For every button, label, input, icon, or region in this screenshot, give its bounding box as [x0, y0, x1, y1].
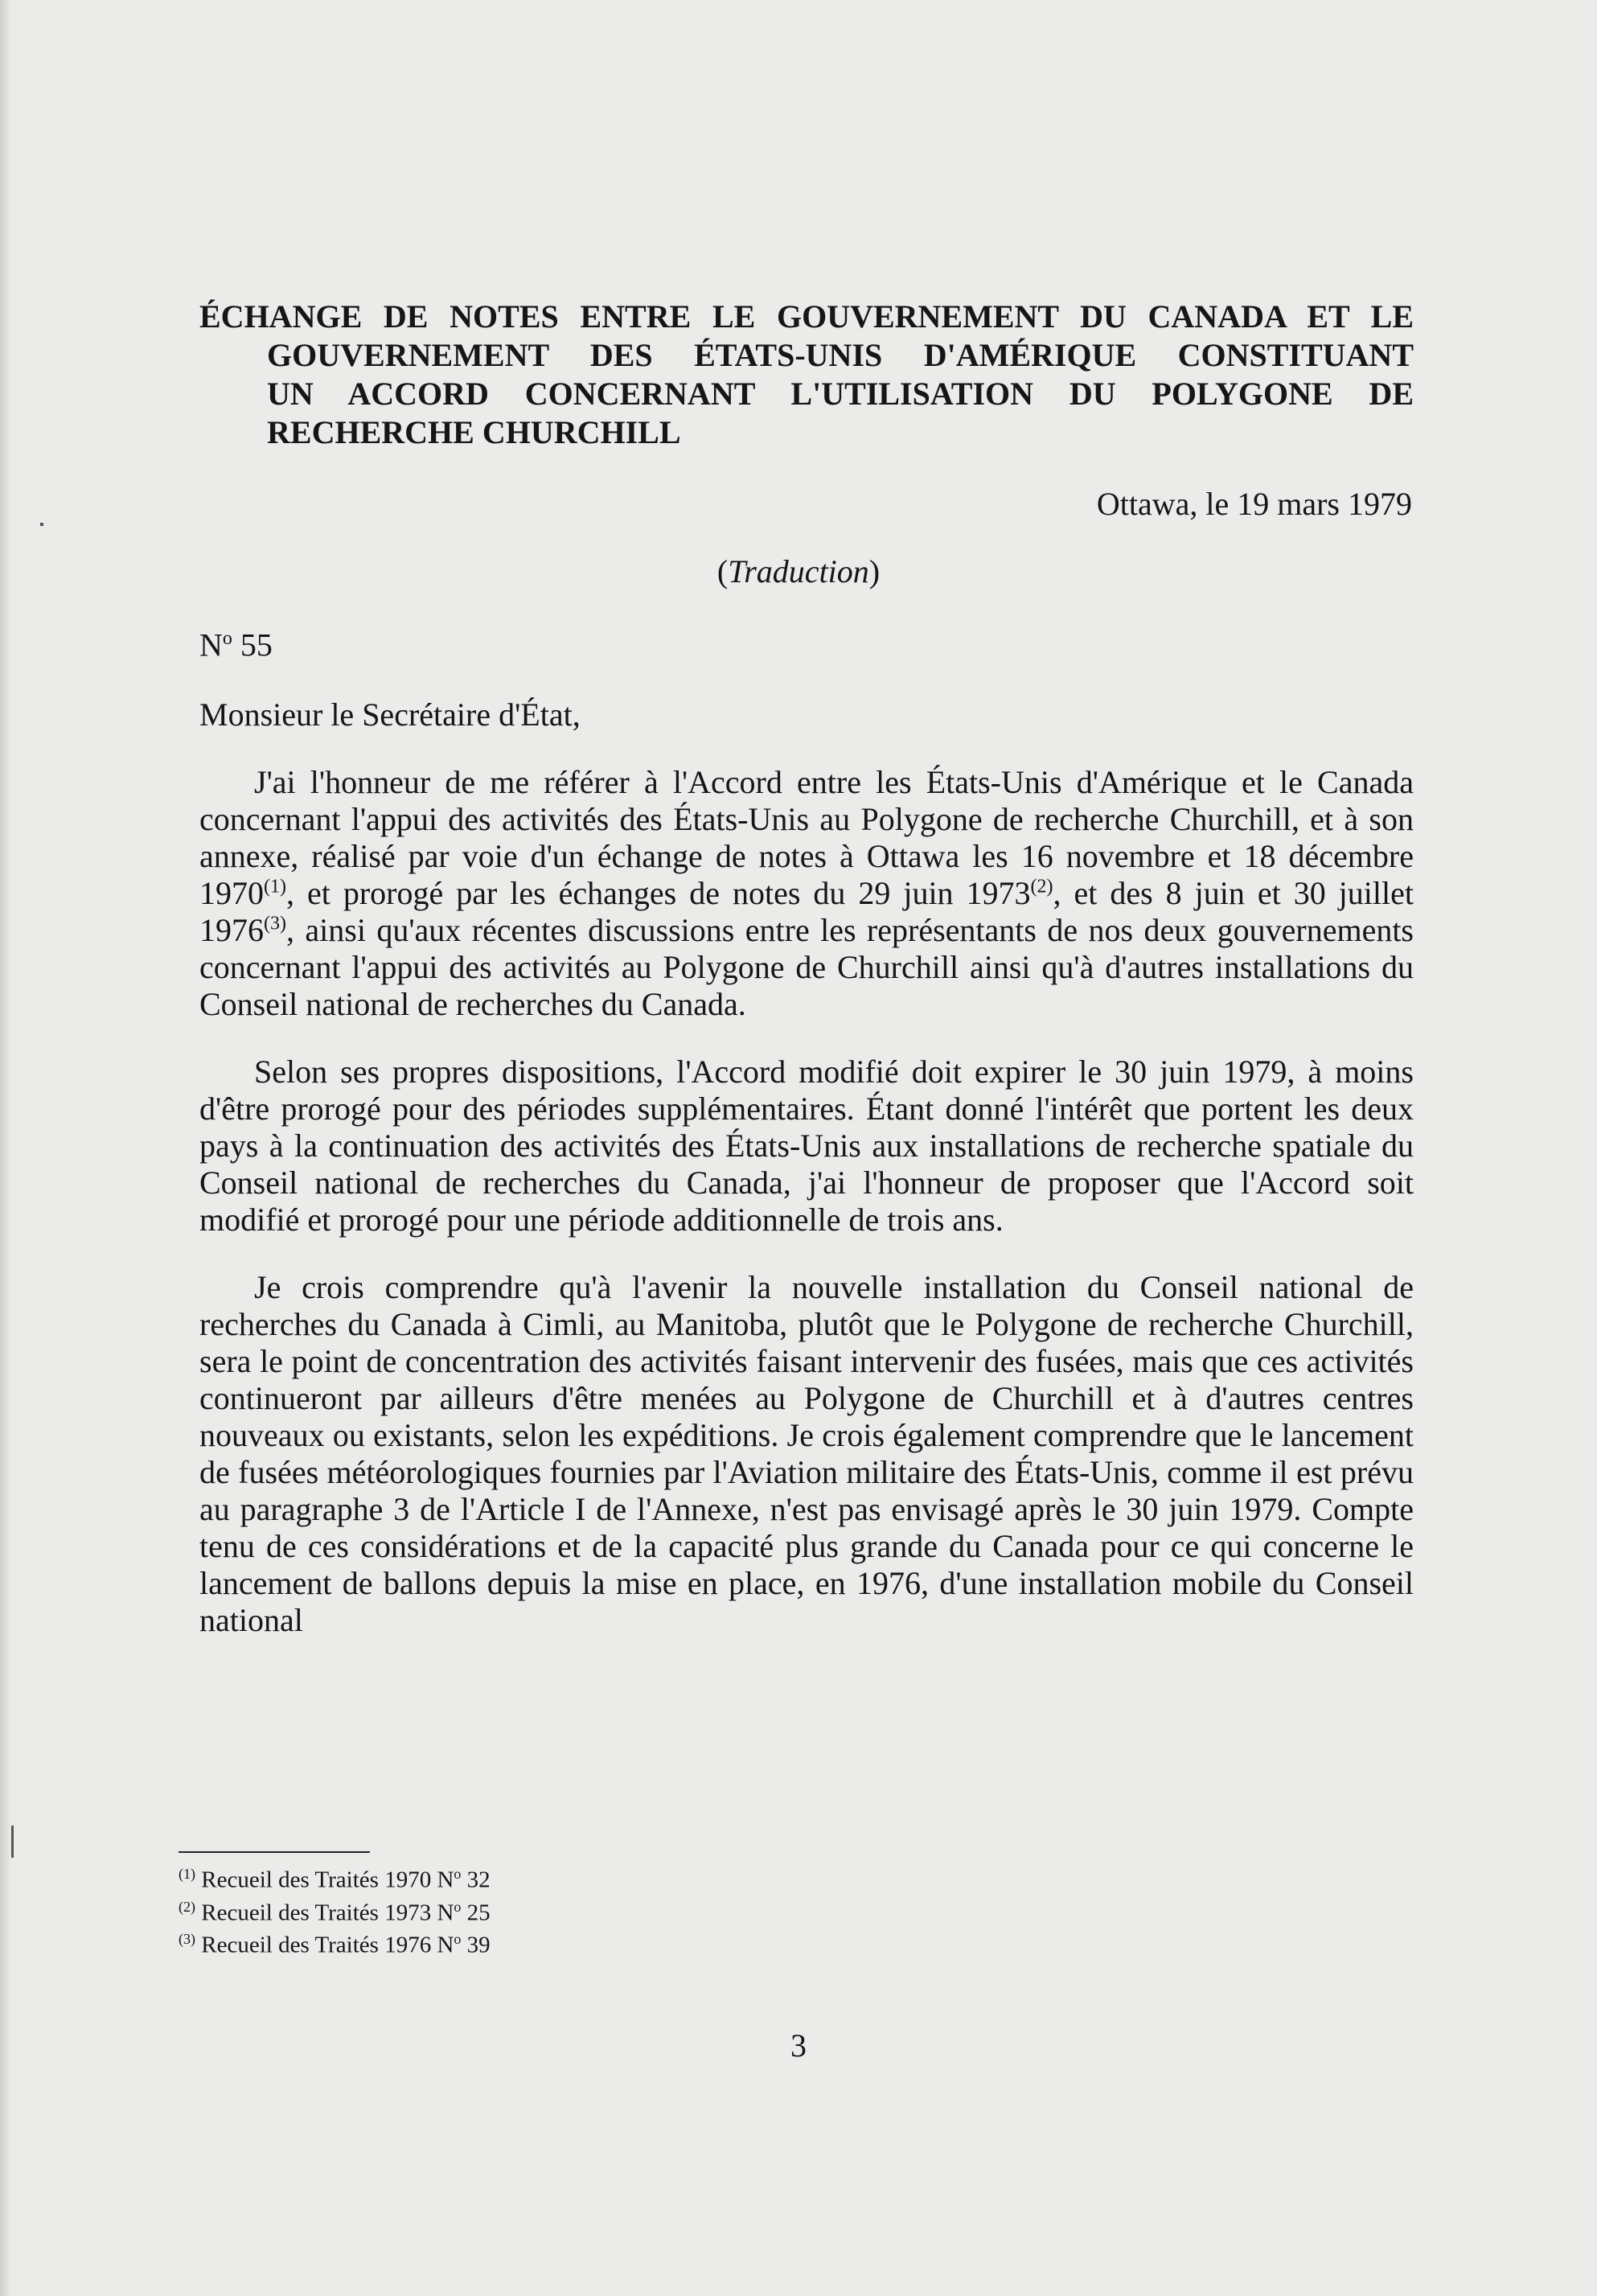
paragraph-text: , et prorogé par les échanges de notes du 29 juin 1973	[285, 875, 1031, 911]
paragraph	[199, 764, 1414, 1023]
title-line: GOUVERNEMENT DES ÉTATS-UNIS D'AMÉRIQUE CONSTITUANT	[267, 337, 1414, 373]
footnote-text: Recueil des Traités 1970 N	[195, 1867, 454, 1893]
ref-number: 55	[232, 626, 273, 663]
ref-sup: o	[222, 628, 232, 649]
footnote-mark: (1)	[179, 1866, 195, 1882]
salutation: Monsieur le Secrétaire d'État,	[199, 696, 581, 733]
speck-mark	[40, 523, 43, 526]
footnote-sup: o	[454, 1898, 462, 1915]
translation-label: Traduction	[728, 553, 869, 589]
title-line: UN ACCORD CONCERNANT L'UTILISATION DU POLYGONE DE	[267, 376, 1414, 412]
paragraph-text: , et des 8 juin et 30 juillet 1976	[199, 875, 1414, 948]
footnote-mark: (3)	[179, 1931, 195, 1948]
paragraph: Je crois comprendre qu'à l'avenir la nouvelle installation du Conseil national de recherches du Canada à Cimli, au Manitoba, plutôt que le Polygone de recherche Churchill, sera le point de concentration des activités faisant intervenir des fusées, mais que ces activités continueront par ailleurs d'être menées au Polygone de Churchill et à d'autres centres nouveaux ou existants, selon les expéditions. Je crois également comprendre que le lancement de fusées météorologiques fournies par l'Aviation militaire des États-Unis, comme il est prévu au paragraphe 3 de l'Article I de l'Annexe, n'est pas envisagé après le 30 juin 1979. Compte tenu de ces considérations et de la capacité plus grande du Canada pour ce qui concerne le lancement de ballons depuis la mise en place, en 1976, d'une installation mobile du Conseil national	[199, 1269, 1414, 1638]
note-reference-number	[199, 619, 273, 664]
page-number: 3	[790, 2027, 807, 2064]
footnotes	[179, 1861, 491, 1959]
paragraph: Selon ses propres dispositions, l'Accord modifié doit expirer le 30 juin 1979, à moins d'être prorogé pour des périodes supplémentaires. Étant donné l'intérêt que portent les deux pays à la continuation des activités des États-Unis aux installations de recherche spatiale du Conseil national de recherches du Canada, j'ai l'honneur de proposer que l'Accord soit modifié et prorogé pour une période additionnelle de trois ans.	[199, 1054, 1414, 1238]
footnote-divider	[179, 1851, 370, 1853]
page-gutter-shadow	[0, 0, 11, 2296]
title-line: RECHERCHE CHURCHILL	[267, 414, 681, 450]
footnote-sup: o	[454, 1931, 462, 1948]
footnote	[179, 1861, 491, 1894]
footnote-mark: (2)	[179, 1898, 195, 1915]
paragraph-text: , ainsi qu'aux récentes discussions entre les représentants de nos deux gouvernements concernant l'appui des activités au Polygone de Churchill ainsi qu'à d'autres installations du Conseil national de recherches du Canada.	[199, 912, 1414, 1022]
footnote-marker: (1)	[264, 876, 286, 897]
speck-mark	[11, 1826, 14, 1858]
footnote	[179, 1926, 491, 1959]
footnote-marker: (2)	[1030, 876, 1053, 897]
footnote-num: 32	[461, 1867, 491, 1893]
footnote	[179, 1894, 491, 1927]
footnote-num: 25	[461, 1900, 491, 1926]
translation-note: (Traduction)	[716, 553, 881, 589]
title-line: ÉCHANGE DE NOTES ENTRE LE GOUVERNEMENT DU CANADA ET LE	[199, 298, 1414, 335]
footnote-sup: o	[454, 1866, 462, 1882]
ref-prefix: N	[199, 626, 223, 663]
footnote-text: Recueil des Traités 1973 N	[195, 1900, 454, 1926]
footnote-text: Recueil des Traités 1976 N	[195, 1932, 454, 1958]
footnote-num: 39	[461, 1932, 491, 1958]
letter-body	[199, 764, 1414, 1670]
bleed-through-text	[201, 225, 209, 259]
document-title	[199, 298, 1414, 452]
footnote-marker: (3)	[264, 913, 286, 934]
paragraph-text: J'ai l'honneur de me référer à l'Accord entre les États-Unis d'Amérique et le Canada concernant l'appui des activités des États-Unis au Polygone de recherche Churchill, et à son annexe, réalisé par voie d'un échange de notes à Ottawa les 16 novembre et 18 décembre 1970	[199, 764, 1414, 911]
dateline: Ottawa, le 19 mars 1979	[1096, 486, 1412, 522]
